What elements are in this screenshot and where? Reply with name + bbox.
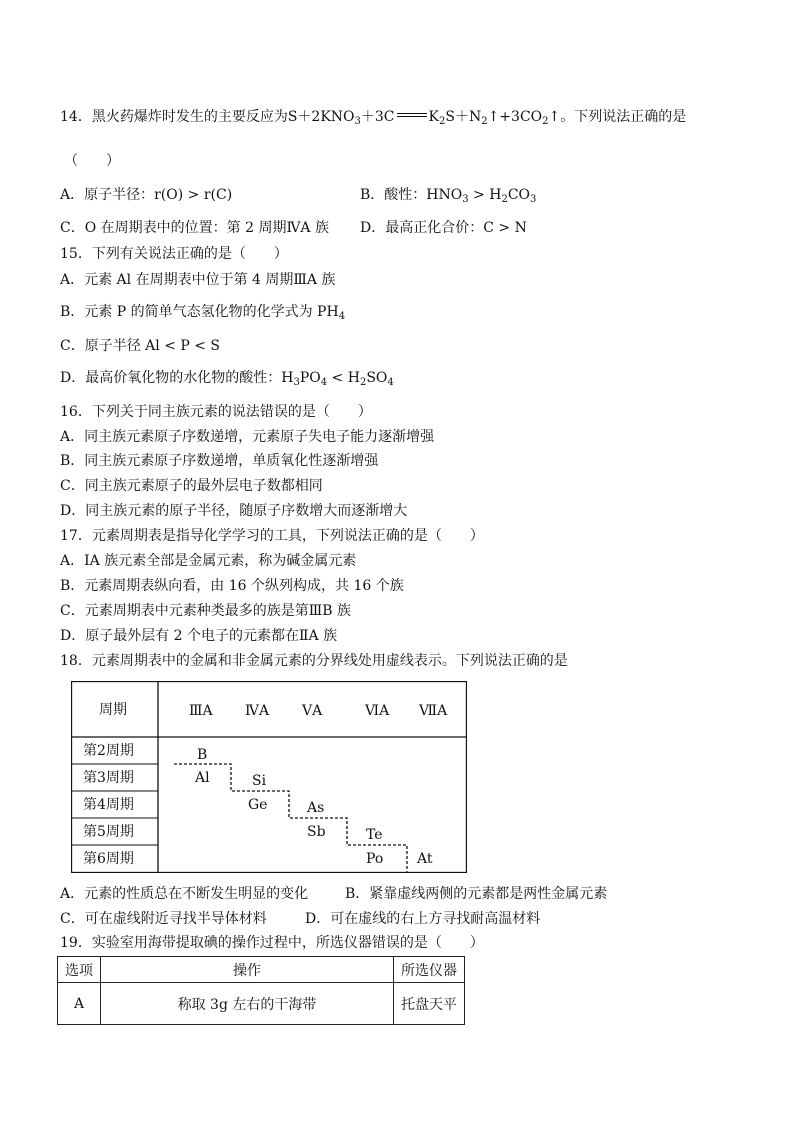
eq-sub: 2 (481, 116, 488, 127)
q18-option-c: C．可在虚线附近寻找半导体材料 (60, 911, 267, 927)
equals-sign (397, 113, 427, 117)
q14-stem-text: 14．黑火药爆炸时发生的主要反应为 (60, 109, 288, 125)
q14-b-text: > H (468, 187, 502, 203)
eq-rhs4: ↑ (548, 109, 561, 125)
header-operation: 操作 (101, 957, 394, 983)
q18-stem: 18．元素周期表中的金属和非金属元素的分界线处用虚线表示。下列说法正确的是 (60, 653, 568, 669)
q17-option-b: B．元素周期表纵向看，由 16 个纵列构成，共 16 个族 (60, 578, 404, 594)
eq-rhs1: K (428, 109, 439, 125)
group-6a: ⅥA (365, 703, 390, 719)
period-3: 第3周期 (83, 770, 134, 786)
period-2: 第2周期 (83, 743, 134, 759)
q17-option-d: D．原子最外层有 2 个电子的元素都在ⅡA 族 (60, 628, 338, 644)
period-5: 第5周期 (83, 824, 134, 840)
q16-option-a: A．同主族元素原子序数递增，元素原子失电子能力逐渐增强 (60, 429, 435, 445)
q15-d-text: < H (327, 370, 360, 386)
q15-option-a: A．元素 Al 在周期表中位于第 4 周期ⅢA 族 (60, 272, 336, 288)
q18-option-a: A．元素的性质总在不断发生明显的变化 (60, 886, 309, 902)
header-period: 周期 (99, 702, 127, 718)
element-po: Po (366, 851, 384, 867)
q14-option-c: C．O 在周期表中的位置：第 2 周期ⅣA 族 (60, 220, 329, 236)
element-sb: Sb (307, 824, 326, 840)
q16-option-b: B．同主族元素原子序数递增，单质氧化性逐渐增强 (60, 453, 379, 469)
eq-sub: 2 (438, 116, 446, 127)
q15-option-b (60, 303, 345, 321)
sub: 3 (530, 194, 537, 205)
sub: 4 (320, 377, 328, 388)
q15-d-text: D．最高价氧化物的水化物的酸性：H (60, 370, 294, 386)
q15-b-text: B．元素 P 的简单气态氢化物的化学式为 PH (60, 304, 339, 320)
q19-table (57, 956, 465, 1025)
element-as: As (307, 800, 325, 816)
eq-lhs1: S＋2KNO (287, 109, 355, 125)
eq-lhs2: ＋3C (360, 109, 395, 125)
sub: 2 (359, 377, 367, 388)
q19-stem: 19．实验室用海带提取碘的操作过程中，所选仪器错误的是（ ） (60, 935, 484, 951)
eq-sub: 3 (354, 116, 361, 127)
header-instrument: 所选仪器 (394, 957, 465, 983)
q14-b-text: B．酸性：HNO (360, 187, 463, 203)
q14-option-b (360, 186, 536, 204)
element-b: B (197, 747, 208, 763)
q14-option-d: D．最高正化合价：C > N (360, 220, 527, 236)
cell-operation: 称取 3g 左右的干海带 (101, 983, 394, 1025)
q14-stem (60, 108, 686, 126)
header-option: 选项 (58, 957, 101, 983)
cell-instrument: 托盘天平 (394, 983, 465, 1025)
table-row (58, 983, 465, 1025)
q15-option-d (60, 369, 394, 387)
q17-option-c: C．元素周期表中元素种类最多的族是第ⅢB 族 (60, 603, 351, 619)
q17-option-a: A．ⅠA 族元素全部是金属元素，称为碱金属元素 (60, 553, 357, 569)
q16-stem: 16．下列关于同主族元素的说法错误的是（ ） (60, 404, 372, 420)
q15-d-text: PO (299, 370, 321, 386)
q15-option-c: C．原子半径 Al < P < S (60, 338, 221, 354)
element-al: Al (195, 770, 210, 786)
q14-option-a: A．原子半径：r(O) > r(C) (60, 187, 233, 203)
sub: 4 (387, 377, 394, 388)
element-at: At (417, 851, 433, 867)
q18-option-b: B．紧靠虚线两侧的元素都是两性金属元素 (345, 886, 608, 902)
sub: 3 (462, 194, 469, 205)
eq-sub: 2 (542, 116, 549, 127)
cell-option: A (58, 983, 101, 1025)
sub: 3 (293, 377, 300, 388)
q16-option-c: C．同主族元素原子的最外层电子数都相同 (60, 478, 323, 494)
q14-paren: （ ） (64, 153, 120, 169)
q14-equation (288, 109, 560, 125)
table-header-row (58, 957, 465, 983)
group-4a: ⅣA (245, 703, 270, 719)
group-3a: ⅢA (189, 703, 213, 719)
q15-d-text: SO (366, 370, 388, 386)
group-5a: ⅤA (302, 703, 323, 719)
group-7a: ⅦA (419, 703, 448, 719)
sub: 4 (338, 311, 346, 322)
q17-stem: 17．元素周期表是指导化学学习的工具，下列说法正确的是（ ） (60, 528, 484, 544)
eq-rhs2: S＋N (445, 109, 482, 125)
q14-stem-end: 。下列说法正确的是 (560, 109, 687, 125)
q14-b-text: CO (507, 187, 531, 203)
eq-rhs3: ↑+3CO (487, 109, 543, 125)
element-te: Te (366, 827, 383, 843)
periodic-table-figure (71, 681, 467, 873)
q15-stem: 15．下列有关说法正确的是（ ） (60, 246, 288, 262)
period-4: 第4周期 (83, 797, 134, 813)
q18-option-d: D．可在虚线的右上方寻找耐高温材料 (305, 911, 541, 927)
element-si: Si (252, 773, 267, 789)
period-6: 第6周期 (83, 851, 134, 867)
sub: 2 (501, 194, 508, 205)
element-ge: Ge (248, 797, 268, 813)
q16-option-d: D．同主族元素的原子半径，随原子序数增大而逐渐增大 (60, 503, 408, 519)
